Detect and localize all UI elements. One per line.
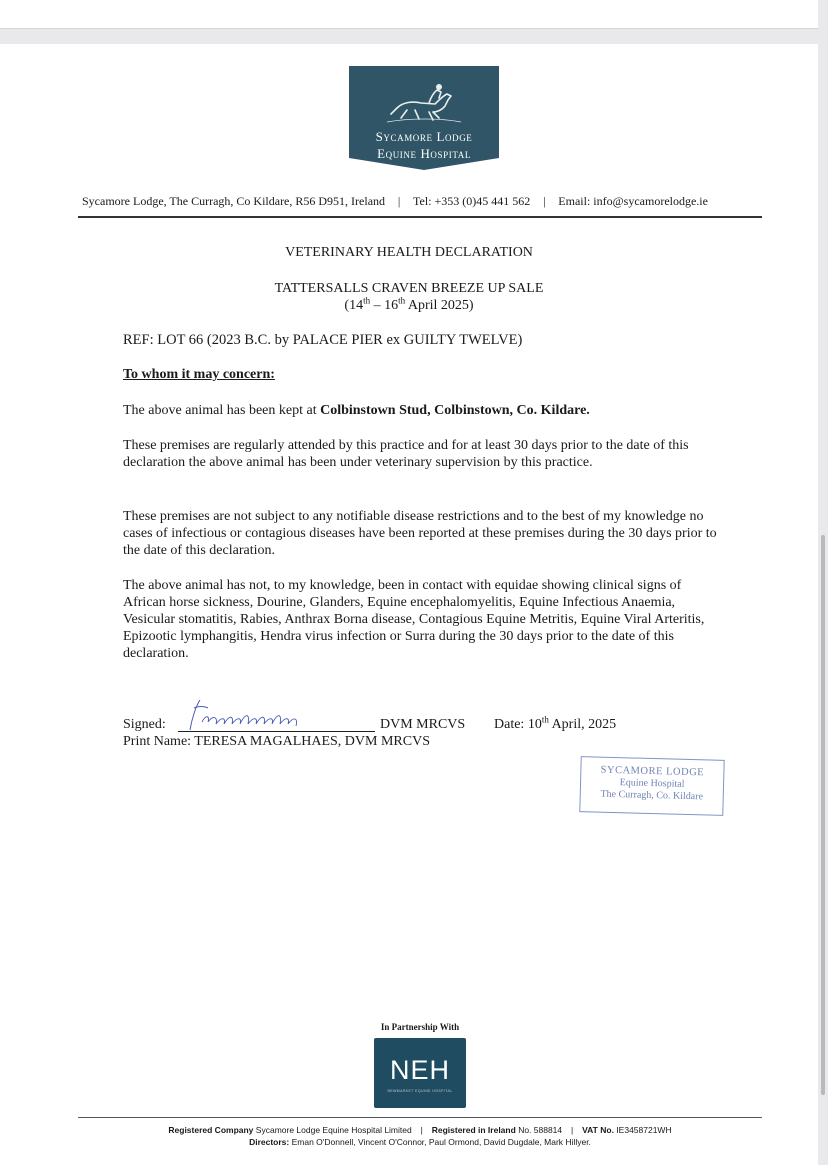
declaration-date: Date: 10th April, 2025 xyxy=(494,714,617,732)
hospital-logo xyxy=(349,66,499,170)
handwritten-signature xyxy=(184,696,304,732)
paragraph-location: The above animal has been kept at Colbinstown Stud, Colbinstown, Co. Kildare. xyxy=(123,403,590,418)
paragraph-supervision: These premises are regularly attended by this practice and for at least 30 days prior to the date of this declaration the above animal has been under veterinary supervision by this practice. xyxy=(123,438,689,470)
sale-dates: (14th – 16th April 2025) xyxy=(344,295,474,313)
document-page xyxy=(0,44,818,1165)
previous-page-edge xyxy=(0,0,818,29)
footer-registration: Registered Company Sycamore Lodge Equine Hospital Limited | Registered in Ireland No. 588814 | VAT No. IE3458721WH xyxy=(168,1125,672,1135)
address: Sycamore Lodge, The Curragh, Co Kildare, R56 D951, Ireland xyxy=(82,194,386,208)
contact-line: Sycamore Lodge, The Curragh, Co Kildare, R56 D951, Ireland | Tel: +353 (0)45 441 562 | Email: info@sycamorelodge.ie xyxy=(82,194,708,208)
scrollbar[interactable] xyxy=(821,535,825,1095)
salutation: To whom it may concern: xyxy=(123,367,275,382)
document-title: VETERINARY HEALTH DECLARATION xyxy=(285,245,533,260)
header-divider xyxy=(78,216,762,218)
footer-directors: Directors: Eman O'Donnell, Vincent O'Connor, Paul Ormond, David Dugdale, Mark Hillyer. xyxy=(249,1137,591,1147)
partnership-label: In Partnership With xyxy=(380,1022,460,1032)
paragraph-diseases: The above animal has not, to my knowledge, been in contact with equidae showing clinical signs of African horse sickness, Dourine, Glanders, Equine encephalomyelitis, Equine Infectious Anaemia, Vesicular stomatitis, Rabies, Anthrax Borna disease, Contagious Equine Metritis, Equine Viral Arteritis, Epizootic lymphangitis, Hendra virus infection or Surra during the 30 days prior to the date of this declaration. xyxy=(123,578,705,661)
hospital-stamp: SYCAMORE LODGE Equine Hospital The Curragh, Co. Kildare xyxy=(579,756,724,816)
signature-image xyxy=(184,696,304,737)
print-name: Print Name: TERESA MAGALHAES, DVM MRCVS xyxy=(123,734,430,749)
stud-location: Colbinstown Stud, Colbinstown, Co. Kildare. xyxy=(320,403,590,418)
paragraph-restrictions: These premises are not subject to any notifiable disease restrictions and to the best of my knowledge no cases of infectious or contagious diseases have been reported at these premises during the 30 days prior to the date of this declaration. xyxy=(123,509,717,558)
signer-title: DVM MRCVS xyxy=(380,717,466,732)
logo-name-line1: Sycamore Lodge xyxy=(375,129,473,144)
phone: Tel: +353 (0)45 441 562 xyxy=(413,194,531,208)
email: Email: info@sycamorelodge.ie xyxy=(558,194,708,208)
footer-divider xyxy=(78,1117,762,1118)
neh-logo: NEH NEWMARKET EQUINE HOSPITAL xyxy=(374,1038,466,1108)
lot-reference: REF: LOT 66 (2023 B.C. by PALACE PIER ex GUILTY TWELVE) xyxy=(123,332,523,348)
sale-name: TATTERSALLS CRAVEN BREEZE UP SALE xyxy=(274,281,544,296)
logo-name-line2: Equine Hospital xyxy=(377,146,471,161)
signed-label: Signed: xyxy=(123,717,166,732)
